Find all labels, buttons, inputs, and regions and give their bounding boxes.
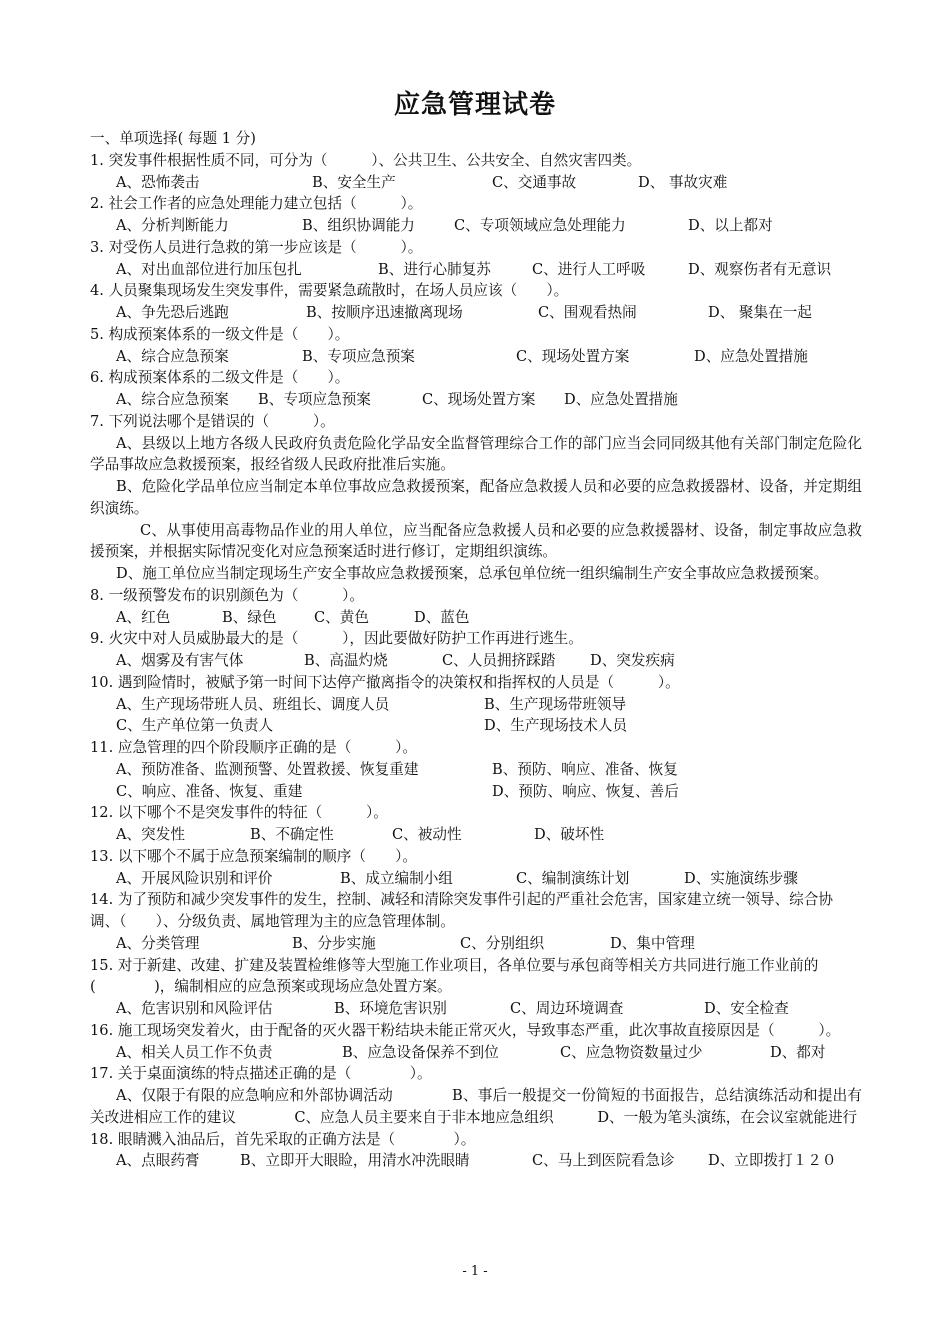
option-d: D、 聚集在一起 (708, 304, 812, 321)
option-d: D、立即拨打１２０ (708, 1152, 837, 1170)
question-text: 9. 火灾中对人员威胁最大的是（ ），因此要做好防护工作再进行逃生。 (90, 630, 583, 648)
option-b: B、应急设备保养不到位 (342, 1043, 499, 1061)
question-text: 6. 构成预案体系的二级文件是（ ）。 (90, 369, 350, 387)
question-text: 13. 以下哪个不属于应急预案编制的顺序（ ）。 (90, 847, 418, 865)
exam-content (90, 128, 862, 1172)
option-a: A、县级以上地方各级人民政府负责危险化学品安全监督管理综合工作的部门应当会同同级其他有关部门制定危险化学品事故应急救援预案，报经省级人民政府批准后实施。 (90, 434, 862, 474)
option-b: B、安全生产 (312, 173, 396, 191)
option-b: B、立即开大眼睑，用清水冲洗眼睛 (240, 1152, 470, 1170)
option-d: D、突发疾病 (590, 652, 675, 669)
option-c: C、从事使用高毒物品作业的用人单位，应当配备应急救援人员和必要的应急救援器材、设备，制定事故应急救援预案，并根据实际情况变化对应急预案适时进行修订，定期组织演练。 (90, 521, 862, 561)
option-c: C、编制演练计划 (516, 869, 630, 887)
option-c: C、进行人工呼吸 (532, 260, 646, 278)
option-d: D、都对 (770, 1043, 826, 1061)
options-row (90, 302, 862, 324)
option-c: C、应急物资数量过少 (560, 1043, 703, 1061)
question-text: 5. 构成预案体系的一级文件是（ ）。 (90, 325, 350, 343)
question-3 (90, 237, 862, 281)
option-b: B、环境危害识别 (334, 1000, 447, 1017)
option-b: B、绿色 (222, 608, 277, 626)
option-c: C、生产单位第一负责人 (116, 717, 274, 735)
option-b: B、高温灼烧 (304, 652, 388, 669)
option-b: B、专项应急预案 (258, 391, 371, 408)
option-d: D、蓝色 (414, 608, 470, 626)
option-d: D、生产现场技术人员 (484, 717, 628, 735)
question-6 (90, 367, 862, 411)
question-7 (90, 411, 862, 585)
question-16 (90, 1020, 862, 1064)
option-c: C、分别组织 (460, 934, 545, 952)
question-5 (90, 324, 862, 368)
option-d: D、集中管理 (610, 934, 695, 952)
option-b: B、成立编制小组 (340, 869, 453, 887)
option-d: D、应急处置措施 (694, 347, 808, 365)
question-15 (90, 955, 862, 1020)
question-1 (90, 150, 862, 194)
option-a: A、危害识别和风险评估 (116, 1000, 273, 1017)
options-row (90, 259, 862, 281)
option-a: A、生产现场带班人员、班组长、调度人员 (116, 695, 390, 713)
options-row (90, 1150, 862, 1172)
option-d: D、安全检查 (704, 1000, 789, 1017)
options-row (90, 759, 862, 781)
question-text: 8. 一级预警发布的识别颜色为（ ）。 (90, 586, 364, 604)
question-text: 16. 施工现场突发着火，由于配备的灭火器干粉结块未能正常灭火，导致事态严重，此次事故直接原因是（ ）。 (90, 1021, 841, 1039)
option-c: C、黄色 (314, 608, 369, 626)
option-a: A、相关人员工作不负责 (116, 1043, 273, 1061)
option-a: A、突发性 (116, 826, 185, 843)
options-row (90, 998, 862, 1020)
option-b: B、预防、响应、准备、恢复 (492, 760, 678, 778)
question-text: 14. 为了预防和减少突发事件的发生，控制、减轻和清除突发事件引起的严重社会危害，国家建立统一领导、综合协调、（ ）、分级负责、属地管理为主的应急管理体制。 (90, 891, 833, 930)
option-c: C、被动性 (392, 826, 462, 843)
option-a: A、点眼药膏 (116, 1152, 200, 1170)
question-text: 3. 对受伤人员进行急救的第一步应该是（ ）。 (90, 238, 423, 256)
question-text: 15. 对于新建、改建、扩建及装置检维修等大型施工作业项目，各单位要与承包商等相关方共同进行施工作业前的( )，编制相应的应急预案或现场应急处置方案。 (90, 956, 819, 996)
question-4 (90, 280, 862, 324)
option-b: B、生产现场带班领导 (484, 695, 627, 713)
option-b: B、不确定性 (250, 826, 334, 843)
option-a: A、预防准备、监测预警、处置救援、恢复重建 (116, 760, 419, 778)
option-c: C、周边环境调查 (510, 1000, 624, 1017)
option-d: D、施工单位应当制定现场生产安全事故应急救援预案，总承包单位统一组织编制生产安全事故应急救援预案。 (116, 565, 829, 582)
option-d: D、预防、响应、恢复、善后 (492, 782, 679, 800)
options-paragraph: A、仅限于有限的应急响应和外部协调活动 B、事后一般提交一份简短的书面报告，总结演练活动和提出有关改进相应工作的建议 C、应急人员主要来自于非本地应急组织 D、一般为笔头演练，在会议室就能进行 (90, 1087, 862, 1126)
question-10 (90, 672, 862, 737)
option-d: D、 事故灾难 (638, 173, 728, 191)
question-text: 4. 人员聚集现场发生突发事件，需要紧急疏散时，在场人员应该（ ）。 (90, 282, 569, 300)
option-b: B、进行心肺复苏 (378, 260, 491, 278)
option-c: C、专项领域应急处理能力 (454, 217, 626, 234)
option-d: D、破坏性 (534, 826, 605, 843)
page-number: - 1 - (462, 1264, 488, 1279)
question-text: 2. 社会工作者的应急处理能力建立包括（ ）。 (90, 195, 423, 213)
question-14 (90, 889, 862, 954)
question-text: 10. 遇到险情时，被赋予第一时间下达停产撤离指令的决策权和指挥权的人员是（ ）。 (90, 673, 680, 691)
option-a: A、综合应急预案 (116, 391, 229, 408)
option-c: C、响应、准备、恢复、重建 (116, 782, 303, 800)
question-8 (90, 585, 862, 629)
option-a: A、红色 (116, 608, 171, 626)
question-text: 11. 应急管理的四个阶段顺序正确的是（ ）。 (90, 739, 418, 756)
option-a: A、开展风险识别和评价 (116, 869, 273, 887)
option-c: C、围观看热闹 (538, 304, 637, 321)
page-title: 应急管理试卷 (393, 90, 556, 120)
options-row (90, 824, 862, 846)
options-row (90, 346, 862, 368)
options-row (90, 607, 862, 629)
question-text: 7. 下列说法哪个是错误的（ ）。 (90, 412, 335, 430)
option-a: A、分析判断能力 (116, 217, 229, 234)
options-row (90, 933, 862, 955)
question-text: 18. 眼睛溅入油品后，首先采取的正确方法是（ ）。 (90, 1130, 476, 1148)
option-c: C、马上到医院看急诊 (532, 1152, 675, 1170)
option-a: A、争先恐后逃跑 (116, 304, 229, 321)
options-row (90, 715, 862, 737)
question-12 (90, 802, 862, 846)
options-row (90, 172, 862, 194)
option-a: A、分类管理 (116, 934, 200, 952)
question-text: 12. 以下哪个不是突发事件的特征（ ）。 (90, 804, 388, 822)
option-d: D、观察伤者有无意识 (688, 260, 832, 278)
option-b: B、专项应急预案 (302, 347, 415, 365)
question-13 (90, 846, 862, 890)
question-11 (90, 737, 862, 802)
options-row (90, 215, 862, 237)
options-row (90, 868, 862, 890)
question-text: 17. 关于桌面演练的特点描述正确的是（ ）。 (90, 1065, 432, 1083)
question-2 (90, 193, 862, 237)
option-b: B、按顺序迅速撤离现场 (306, 304, 463, 321)
question-18 (90, 1129, 862, 1173)
option-d: D、以上都对 (688, 217, 773, 234)
question-9 (90, 628, 862, 672)
option-a: A、综合应急预案 (116, 347, 229, 365)
options-row (90, 781, 862, 803)
option-a: A、对出血部位进行加压包扎 (116, 260, 302, 278)
option-c: C、现场处置方案 (516, 347, 630, 365)
options-row (90, 389, 862, 411)
option-b: B、危险化学品单位应当制定本单位事故应急救援预案，配备应急救援人员和必要的应急救援器材、设备，并定期组织演练。 (90, 478, 862, 517)
options-row (90, 694, 862, 716)
options-row (90, 650, 862, 672)
question-17 (90, 1063, 862, 1128)
option-a: A、烟雾及有害气体 (116, 652, 244, 669)
option-d: D、实施演练步骤 (684, 869, 798, 887)
option-c: C、现场处置方案 (422, 391, 536, 408)
option-a: A、恐怖袭击 (116, 173, 200, 191)
option-c: C、交通事故 (492, 173, 577, 191)
question-text: 1. 突发事件根据性质不同，可分为（ ）、公共卫生、公共安全、自然灾害四类。 (90, 151, 642, 169)
options-row (90, 1042, 862, 1064)
section-heading: 一、单项选择( 每题 1 分) (90, 130, 256, 147)
option-d: D、应急处置措施 (564, 391, 678, 408)
option-c: C、人员拥挤踩踏 (442, 652, 556, 669)
option-b: B、分步实施 (292, 934, 376, 952)
option-b: B、组织协调能力 (302, 217, 415, 234)
